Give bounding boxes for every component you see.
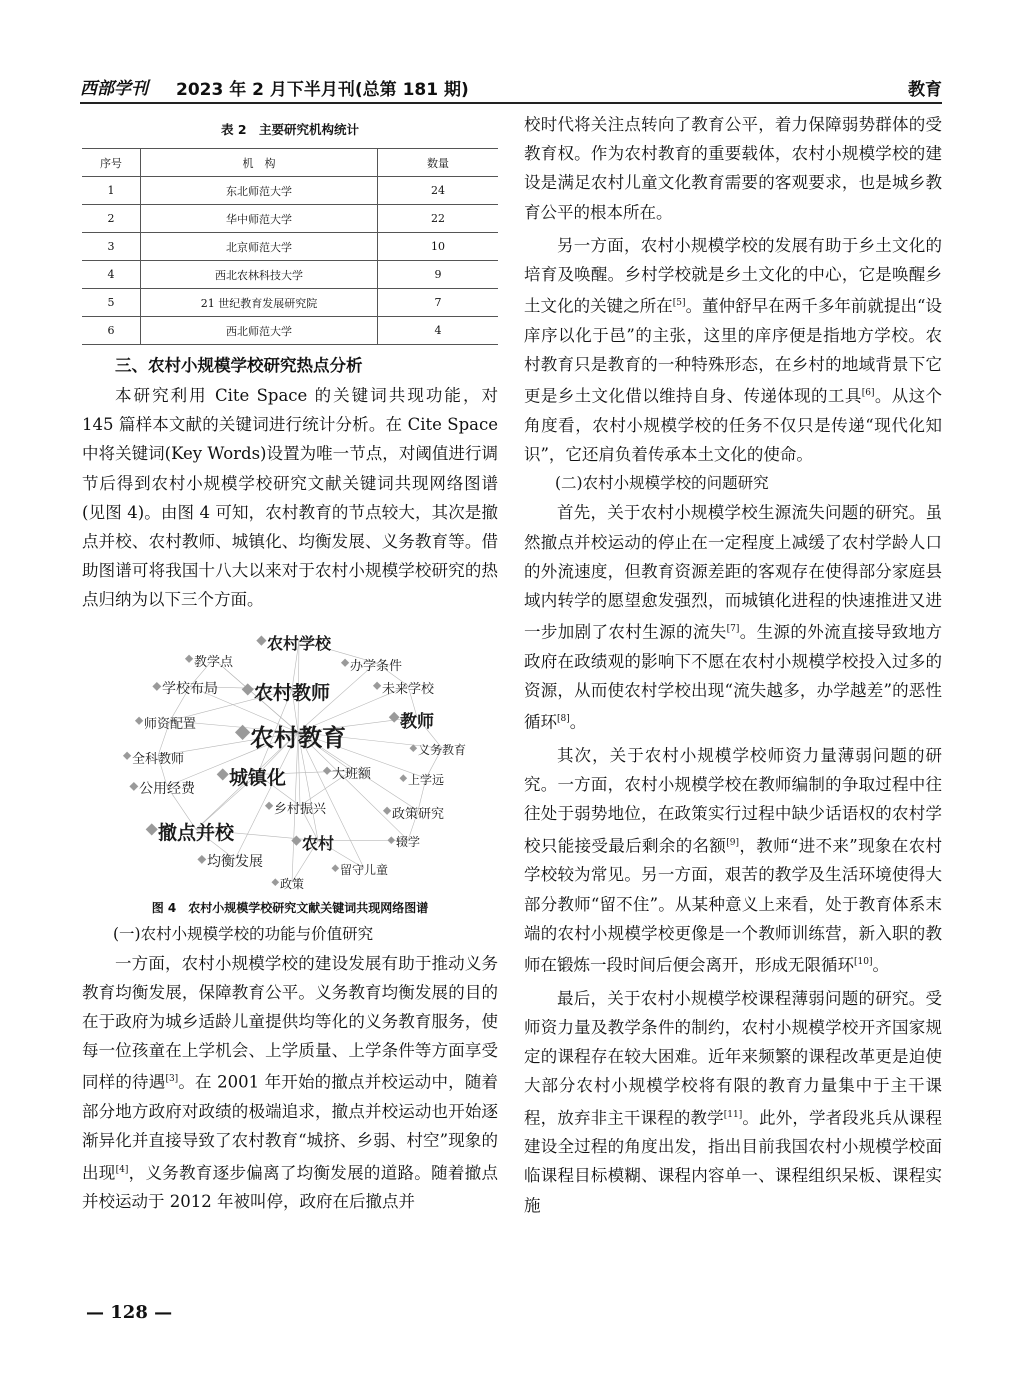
right-column	[524, 110, 942, 1220]
left-column	[82, 110, 498, 1216]
network-node	[271, 878, 279, 886]
keyword-label: 教师	[400, 711, 434, 732]
network-node	[265, 801, 273, 809]
text-run: ，教师“进不来”现象在农村学校较为常见。另一方面，艰苦的教学及生活环境使得大部分教师“留不住”。从某种意义上来看，处于教育体系末端的农村小规模学校更像是一个教师训练营，新入职的教师在锻炼一段时间后便会离开，形成无限循环	[524, 836, 943, 975]
keyword-label: 教学点	[194, 654, 234, 670]
keyword-label: 撤点并校	[158, 821, 235, 844]
text-run: ，义务教育逐步偏离了均衡发展的道路。随着撤点并校运动于 2012 年被叫停，政府在后撤点并	[82, 1163, 499, 1212]
text-run: 。在 2001 年开始的撤点并校运动中，随着部分地方政府对政绩的极端追求，撤点并校运动也开始逐渐异化并直接导致了农村教育“城挤、乡弱、村空”现象的出现	[82, 1072, 499, 1183]
text-run: 。	[872, 955, 889, 975]
paragraph	[82, 949, 498, 1217]
section-name: 教育	[908, 80, 942, 100]
network-node	[197, 855, 206, 864]
network-node	[146, 823, 158, 835]
network-node	[387, 836, 395, 844]
keyword-label: 留守儿童	[340, 862, 389, 877]
citation: [3]	[165, 1074, 179, 1085]
keyword-label: 乡村振兴	[274, 801, 327, 817]
table-row	[82, 261, 498, 289]
paragraph	[524, 984, 942, 1220]
text-run: 。	[569, 712, 587, 732]
cell: 4	[378, 317, 499, 345]
network-node	[331, 864, 339, 872]
keyword-label: 农村	[302, 833, 335, 853]
table-header-row	[82, 149, 498, 177]
keyword-label: 农村学校	[267, 633, 332, 653]
text-run: 一方面，农村小规模学校的建设发展有助于推动义务教育均衡发展，保障教育公平。义务教育均衡发展的目的在于政府为城乡适龄儿童提供均等化的义务教育服务，使每一位孩童在上学机会、上学质量、上学条件等方面享受同样的待遇	[82, 953, 498, 1092]
keyword-label: 义务教育	[418, 742, 467, 757]
cell: 西北农林科技大学	[141, 261, 378, 289]
cell: 5	[82, 289, 141, 317]
keyword-network-figure	[82, 623, 498, 893]
text-run: 。生源的外流直接导致地方政府在政绩观的影响下不愿在农村小规模学校投入过多的资源，从而使农村学校出现“流失越多，办学越差”的恶性循环	[524, 622, 943, 732]
cell: 9	[378, 261, 499, 289]
text-run: 首先，关于农村小规模学校生源流失问题的研究。虽然撤点并校运动的停止在一定程度上减缓了农村学龄人口的外流速度，但教育资源差距的客观存在使得部分家庭县域内转学的愿望愈发强烈，而城镇化进程的快速推进又进一步加剧了农村生源的流失	[524, 503, 942, 642]
page-number: — 128 —	[86, 1302, 173, 1323]
keyword-label: 城镇化	[229, 766, 287, 789]
network-node	[152, 682, 161, 691]
network-node	[399, 774, 407, 782]
network-node	[256, 635, 266, 645]
keyword-label: 上学远	[408, 772, 445, 787]
table-row	[82, 289, 498, 317]
header-cell: 机 构	[141, 149, 378, 177]
text-run: 最后，关于农村小规模学校课程薄弱问题的研究。受师资力量及教学条件的制约，农村小规模学校开齐国家规定的课程存在较大困难。近年来频繁的课程改革更是迫使大部分农村小规模学校将有限的教育力量集中于主干课程，放弃非主干课程的教学	[524, 988, 942, 1127]
figure-caption: 图 4 农村小规模学校研究文献关键词共现网络图谱	[151, 900, 429, 915]
keyword-label: 农村教师	[254, 681, 331, 704]
text-run: 。从这个角度看，农村小规模学校的任务不仅只是传递“现代化知识”，它还肩负着传承本土文化的使命。	[524, 386, 943, 465]
cell: 4	[82, 261, 141, 289]
citation: [7]	[726, 624, 740, 635]
network-node	[373, 681, 381, 689]
text-run: 。此外，学者段兆兵从课程建设全过程的角度出发，指出目前我国农村小规模学校面临课程目标模糊、课程内容单一、课程组织呆板、课程实施	[524, 1108, 943, 1215]
cell: 2	[82, 205, 141, 233]
network-node	[389, 711, 400, 722]
running-header	[80, 74, 942, 104]
section-heading: 三、农村小规模学校研究热点分析	[115, 356, 363, 375]
cell: 东北师范大学	[141, 177, 378, 205]
paragraph	[524, 498, 942, 737]
keyword-label: 农村教育	[250, 723, 346, 752]
subsection-heading: (一)农村小规模学校的功能与价值研究	[113, 924, 374, 943]
citation: [10]	[854, 956, 873, 967]
cell: 北京师范大学	[141, 233, 378, 261]
citation: [4]	[115, 1164, 129, 1175]
citation: [6]	[861, 388, 875, 399]
cell: 22	[378, 205, 499, 233]
paragraph: 本研究利用 Cite Space 的关键词共现功能，对 145 篇样本文献的关键词进行统计分析。在 Cite Space 中将关键词(Key Words)设置为唯一节点，对阈值进行调节后得到农村小规模学校研究文献关键词共现网络图谱(见图 4)。由图 4 可知，农村教育的节点较大，其次是撤点并校、农村教师、城镇化、均衡发展、义务教育等。借助图谱可将我国十八大以来对于农村小规模学校研究的热点归纳为以下三个方面。	[82, 386, 498, 610]
citation: [9]	[726, 837, 740, 848]
table-caption: 表 2 主要研究机构统计	[220, 122, 360, 137]
journal-name: 西部学刊	[80, 79, 148, 99]
text-run: 另一方面，农村小规模学校的发展有助于乡土文化的培育及唤醒。乡村学校就是乡土文化的中心，它是唤醒乡土文化的关键之所在	[524, 235, 942, 316]
cell: 3	[82, 233, 141, 261]
network-node	[323, 766, 331, 774]
cell: 21 世纪教育发展研究院	[141, 289, 378, 317]
keyword-label: 政策研究	[392, 806, 445, 822]
keyword-label: 未来学校	[382, 681, 435, 697]
cell: 1	[82, 177, 141, 205]
keyword-label: 公用经费	[139, 780, 195, 797]
keyword-label: 学校布局	[162, 680, 218, 697]
network-node	[135, 716, 143, 724]
network-node	[123, 751, 131, 759]
network-node	[217, 768, 229, 780]
paragraph	[524, 231, 942, 470]
network-node	[341, 658, 349, 666]
text-run: 。董仲舒早在两千多年前就提出“设庠序以化于邑”的主张，这里的庠序便是指地方学校。农村教育只是教育的一种特殊形态，在乡村的地域背景下它更是乡土文化借以维持自身、传递体现的工具	[524, 296, 943, 406]
cell: 10	[378, 233, 499, 261]
citation: [8]	[557, 714, 570, 725]
keyword-label: 大班额	[332, 766, 372, 782]
citation: [5]	[672, 298, 686, 309]
network-node	[291, 835, 301, 845]
citation: [11]	[723, 1109, 743, 1120]
issue-info: 2023 年 2 月下半月刊(总第 181 期)	[176, 80, 469, 100]
keyword-label: 全科教师	[132, 751, 185, 767]
table-row	[82, 317, 498, 345]
table-row	[82, 205, 498, 233]
cell: 西北师范大学	[141, 317, 378, 345]
header-cell: 序号	[82, 149, 141, 177]
cell: 6	[82, 317, 141, 345]
paragraph	[524, 741, 942, 980]
cell: 24	[378, 177, 499, 205]
keyword-label: 辍学	[396, 834, 421, 849]
keyword-label: 办学条件	[350, 658, 403, 674]
cell: 华中师范大学	[141, 205, 378, 233]
subsection-heading: (二)农村小规模学校的问题研究	[555, 474, 769, 493]
network-node	[185, 654, 193, 662]
institution-table	[82, 148, 498, 345]
network-node	[383, 806, 391, 814]
header-cell: 数量	[378, 149, 499, 177]
cell: 7	[378, 289, 499, 317]
table-row	[82, 177, 498, 205]
keyword-label: 师资配置	[144, 716, 197, 732]
keyword-label: 政策	[280, 876, 305, 891]
keyword-label: 均衡发展	[207, 853, 263, 870]
paragraph: 校时代将关注点转向了教育公平，着力保障弱势群体的受教育权。作为农村教育的重要载体，农村小规模学校的建设是满足农村儿童文化教育需要的客观要求，也是城乡教育公平的根本所在。	[524, 115, 942, 222]
text-run: 其次，关于农村小规模学校师资力量薄弱问题的研究。一方面，农村小规模学校在教师编制的争取过程中往往处于弱势地位，在政策实行过程中缺少话语权的农村学校只能接受最后剩余的名额	[524, 746, 942, 856]
network-node	[129, 782, 138, 791]
table-row	[82, 233, 498, 261]
